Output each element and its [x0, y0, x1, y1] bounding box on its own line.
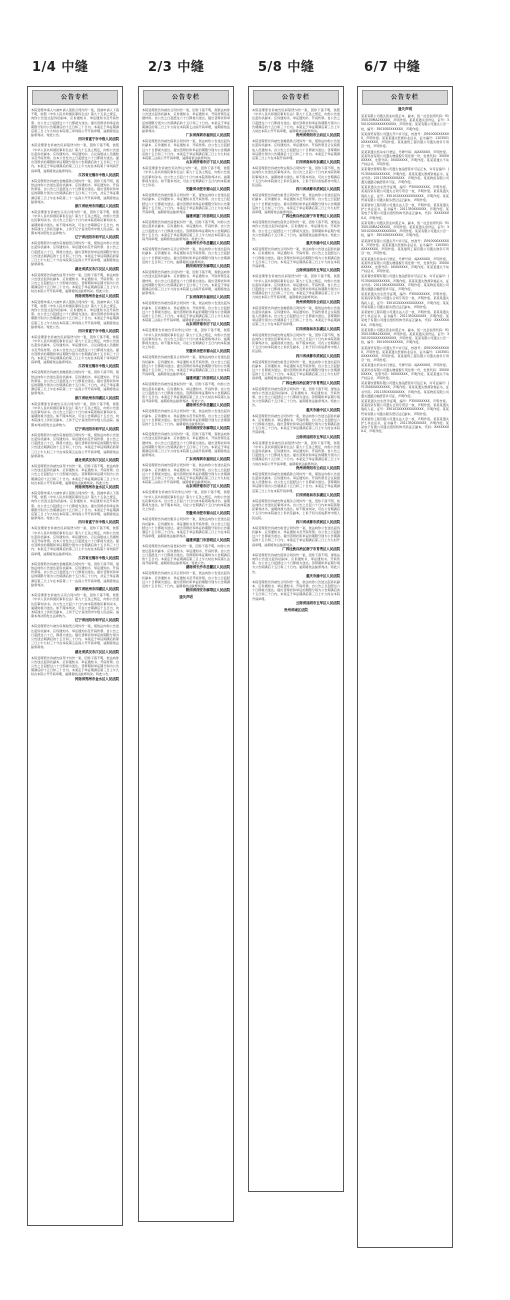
- notice-court-name: 江苏省无锡市中级人民法院: [78, 172, 119, 177]
- notice-body: 本院受理申请人与被申请人借款合同纠纷一案，因被申请人下落不明，依照《中华人民共和国民事诉讼法》第九十五条之规定，向你公告送达起诉状副本、应诉通知书、举证通知书及开庭传票。自公告之日起经过六十日即视为送达。提出答辩状和举证的期限分别为公告期满后的十五日和三十日内。本案定于举证期满后第三日上午九时在本院第三审判庭公开开庭审理，逾期将依法缺席判决。特此公告。: [31, 299, 119, 329]
- notice-body: 本院受理原告诉被告追偿权纠纷一案，因你下落不明，向你公告送达起诉状副本、应诉通知书、举证通知书、开庭传票。自公告之日起经过六十日即视为送达。答辩期和举证期均为公告期满后的十五日内。本案定于举证期满后第三日上午九时在本院第九法庭开庭审理，逾期将依法缺席判决。特此公告。: [142, 382, 230, 404]
- notice-body: 本院受理原告诉被告买卖合同纠纷一案，依法向你公告送达起诉状副本、应诉通知书、举证通知书及开庭传票。自公告之日起经过六十日即视为送达。提出答辩状和举证的期限分别为公告期满后的十五日和三十日内。逾期将依法缺席判决。: [142, 571, 230, 589]
- notice-court-name: 河南省郑州市金水区人民法院: [74, 485, 119, 490]
- notice-item: [28, 272, 122, 298]
- notice-body: 某某商贸有限公司遗失开户许可证，核准号：J3910000XXXXXX，声明作废。某某某遗失医师执业证书，证书编号：1103501XXXXXXXX，声明作废。某某建筑工程有限公司遗失财务专用章一枚，声明作废。: [361, 131, 449, 149]
- notice-body: 本院受理原告诉被告买卖合同纠纷一案，因你下落不明，依照《中华人民共和国民事诉讼法》第九十五条之规定，向你公告送达民事判决书。自公告之日起六十日内来本院领取民事判决书，逾期则视为送达。如不服本判决，可在公告期满后十五日内，向本院递交上诉状及副本，上诉于辽宁省沈阳市中级人民法院。逾期本判决即发生法律效力。: [31, 593, 119, 619]
- notice-court-name: 福建省厦门市思明区人民法院: [185, 376, 230, 381]
- notice-body: 本院受理原告诉被告服务合同纠纷一案，现依法向你公告送达起诉状副本、应诉通知书、举证通知书及开庭传票。自公告之日起经过六十日即视为送达。提出答辩状和举证的期限分别为公告期满后十五日和三十日内。本案定于举证期满后第三日上午在本院开庭审理，逾期将依法缺席判决。: [142, 193, 230, 215]
- notice-body: 本院受理原告诉被告买卖合同纠纷一案，依法向你公告送达起诉状副本、应诉通知书、举证通知书及开庭传票。自公告之日起经过六十日即视为送达。提出答辩状和举证的期限分别为公告期满后的十五日和三十日内。逾期将依法缺席判决。: [142, 409, 230, 426]
- notice-item: [358, 202, 452, 220]
- notice-item: [28, 525, 122, 559]
- notice-court-name: 江西省南昌市东湖区人民法院: [295, 492, 340, 497]
- notice-item: [28, 178, 122, 208]
- notice-court-name: 四川省成都市武侯区人民法院: [295, 519, 340, 524]
- notice-item: [28, 209, 122, 239]
- notice-body: 本院受理申请人与被申请人借款合同纠纷一案，因被申请人下落不明，依照《中华人民共和国民事诉讼法》第九十五条之规定，向你公告送达起诉状副本、应诉通知书、举证通知书及开庭传票。自公告之日起经过六十日即视为送达。提出答辩状和举证的期限分别为公告期满后的十五日和三十日内。本案定于举证期满后第三日上午九时在本院第三审判庭公开开庭审理，逾期将依法缺席判决。特此公告。: [31, 108, 119, 138]
- notice-body: 某某有限公司遗失营业执照正本、副本，统一社会信用代码：91350100MA2XXXXX，声明作废。某某某遗失身份证，证号：350102XXXXXXXXXXXX，声明作废。某某有限公司遗失公章一枚，编号：3501000XXXXXX，声明作废。: [361, 327, 449, 345]
- notice-item: [28, 592, 122, 622]
- notice-body: 本院受理原告诉被告民间借贷纠纷一案，因你下落不明，依照《中华人民共和国民事诉讼法》第九十五条之规定，向你公告送达起诉状副本、应诉通知书、举证通知书、合议庭组成人员通知书及开庭传票。自本公告发出之日起经过六十日即视为送达。提出答辩状的期限和举证期限分别为公告期满后的十五日和三十日内。本案定于举证期满后的第三日上午九时在本院第十审判庭开庭审理，逾期将依法缺席判决。: [31, 143, 119, 173]
- notice-item: [139, 462, 233, 488]
- notice-body: 本院受理原告诉被告借款合同纠纷一案，依法向你公告送达起诉状副本、应诉通知书、举证通知书、开庭传票。自公告之日起经过六十日即视为送达。提出答辩状和举证的期限分别为公告期满后的十五日和三十日内。本案定于举证期满后第三日上午九时在本院第三法庭公开开庭审理，逾期将依法缺席判决。: [142, 463, 230, 485]
- notice-item: [139, 192, 233, 218]
- notice-body: 本院受理原告诉被告合同纠纷一案，依法向你公告送达起诉状副本、应诉通知书、举证通知书、开庭传票。自公告之日起经过六十日即视为送达。提出答辩状和举证的期限分别为公告期满后的十五日和三十日内。本案定于举证期满后第三日上午九时在本院开庭审理。: [252, 579, 340, 601]
- column-subhead: 遗失声明: [397, 107, 413, 111]
- notice-court-name: 云南省昆明市五华区人民法院: [295, 600, 340, 605]
- notice-item: [358, 113, 452, 131]
- notice-court-name: 辽宁省沈阳市和平区人民法院: [74, 426, 119, 431]
- notice-body: 本院受理原告诉被告金融借款合同纠纷一案，因你下落不明，现依法向你公告送达起诉状副本、应诉通知书、举证通知书、开庭传票等。自公告之日起经过六十日即视为送达。提出答辩状和举证的期限分别为公告期满后的十五日和三十日内，并定于举证期满后第三日上午在本院第二十一法庭公开开庭审理，逾期将依法缺席判决。: [31, 370, 119, 396]
- notice-body: 本院受理原告诉被告物业服务合同纠纷一案，因你下落不明，依法向你公告送达民事判决书。自公告之日起六十日内来本院领取民事判决书，逾期则视为送达。如不服本判决，可在公告期满后十五日内向本院递交上诉状及副本，上诉于四川省成都市中级人民法院。: [252, 166, 340, 188]
- notice-item: [358, 238, 452, 256]
- column-title-4: 6/7 中缝: [364, 60, 421, 75]
- notice-court-name: 湖北省武汉市江汉区人民法院: [74, 649, 119, 654]
- column-header: 公告专栏: [143, 90, 229, 105]
- notice-item: [249, 579, 343, 605]
- notice-body: 本院受理原告诉被告信用卡纠纷一案，因你下落不明，依法向你公告送达起诉状副本、应诉通知书、举证通知书、开庭传票。自公告之日起经过六十日即视为送达。答辩期和举证期分别为公告期满后的十五日和三十日内。本案定于举证期满后第三日上午九时在本院公开开庭审理，逾期将依法缺席判决。特此公告。: [31, 655, 119, 677]
- notice-item: [249, 246, 343, 272]
- notice-body: 本院受理原告诉被告物业服务合同纠纷一案，因你下落不明，依法向你公告送达民事判决书。自公告之日起六十日内来本院领取民事判决书，逾期则视为送达。如不服本判决，可在公告期满后十五日内向本院递交上诉状及副本，上诉于四川省成都市中级人民法院。: [252, 498, 340, 520]
- notice-body: 某某某遗失出生医学证明，编号：P350XXXXXX，声明作废。某某投资有限公司遗失合同专用章一枚，声明作废。某某某遗失残疾人证，证号：350102XXXXXXXXXXXX，声明作废。某某贸易有限公司遗失税务登记证正副本，声明作废。: [361, 185, 449, 202]
- notice-body: 本院受理原告诉被告买卖合同纠纷一案，因你下落不明，依照《中华人民共和国民事诉讼法》第九十五条之规定，向你公告送达民事判决书。自公告之日起六十日内来本院领取民事判决书，逾期则视为送达。如不服本判决，可在公告期满后十五日内，向本院递交上诉状及副本，上诉于辽宁省沈阳市中级人民法院。逾期本判决即发生法律效力。: [31, 401, 119, 427]
- notice-item: [139, 570, 233, 592]
- notice-item: [358, 166, 452, 184]
- notice-item: [249, 440, 343, 470]
- notice-body: 本院受理原告诉被告服务合同纠纷一案，现依法向你公告送达起诉状副本、应诉通知书、举证通知书及开庭传票。自公告之日起经过六十日即视为送达。提出答辩状和举证的期限分别为公告期满后十五日和三十日内。本案定于举证期满后第三日上午在本院开庭审理，逾期将依法缺席判决。: [142, 517, 230, 539]
- column-title-3: 5/8 中缝: [258, 60, 315, 75]
- notice-court-name: 河南省郑州市金水区人民法院: [74, 293, 119, 298]
- notice-item: [358, 345, 452, 363]
- notice-body: 某某商贸有限公司遗失开户许可证，核准号：J3910000XXXXXX，声明作废。某某某遗失医师执业证书，证书编号：1103501XXXXXXXX，声明作废。某某建筑工程有限公司遗失财务专用章一枚，声明作废。: [361, 238, 449, 256]
- notice-body: 本院受理原告诉被告金融借款合同纠纷一案，现依法向你公告送达起诉状副本、应诉通知书、举证通知书、开庭传票及合议庭组成人员通知书。自公告之日起经过六十日即视为送达。答辩期和举证期分别为公告期满后十五日和三十日内。本案定于举证期满后第三日上午在本院开庭审理。: [252, 471, 340, 493]
- notice-item: [249, 413, 343, 439]
- notice-body: 本院受理原告诉被告租赁合同纠纷一案，依法向你公告送达起诉状副本、应诉通知书、举证通知书及开庭传票。自公告之日起经过六十日即视为送达。提出答辩状和举证的期限分别为公告期满后的十五日和三十日内。本案定于举证期满后第三日上午九时开庭审理，逾期将依法缺席判决。: [252, 525, 340, 547]
- notice-court-name: 福建省厦门市思明区人民法院: [185, 538, 230, 543]
- notice-item: [358, 220, 452, 238]
- notice-court-name: 山东省济南市历下区人民法院: [185, 484, 230, 489]
- notice-item: [28, 655, 122, 681]
- notice-court-name: 辽宁省沈阳市和平区人民法院: [74, 618, 119, 623]
- notice-item: [249, 192, 343, 218]
- notice-item: [358, 149, 452, 167]
- notice-body: 本院受理原告诉被告物业服务合同纠纷一案，因你下落不明，依法向你公告送达民事判决书。自公告之日起六十日内来本院领取民事判决书，逾期则视为送达。如不服本判决，可在公告期满后十五日内向本院递交上诉状及副本，上诉于四川省成都市中级人民法院。: [252, 332, 340, 354]
- notice-item: [139, 381, 233, 407]
- notice-court-name: 四川省成都市武侯区人民法院: [295, 353, 340, 358]
- notice-body: 本院受理原告诉被告民间借贷纠纷一案，因你下落不明，依照《中华人民共和国民事诉讼法》第九十五条之规定，向你公告送达起诉状副本、应诉通知书、举证通知书、开庭传票。自公告之日起经过六十日即视为送达。提出答辩状和举证的期限分别为公告期满后的十五日和三十日内。本案定于举证期满后第三日上午九时在本院公开开庭审理，逾期将依法缺席判决。: [252, 108, 340, 134]
- notice-item: [249, 552, 343, 578]
- notice-court-name: 江苏省无锡市中级人民法院: [78, 364, 119, 369]
- notice-body: 本院受理原告诉被告追偿权纠纷一案，因你下落不明，向你公告送达起诉状副本、应诉通知书、举证通知书、开庭传票。自公告之日起经过六十日即视为送达。答辩期和举证期均为公告期满后的十五日内。本案定于举证期满后第三日上午九时在本院第九法庭开庭审理，逾期将依法缺席判决。特此公告。: [142, 544, 230, 566]
- notice-court-name: 山东省济南市历下区人民法院: [185, 160, 230, 165]
- notice-body: 本院受理原告诉被告民间借贷纠纷一案，因你下落不明，依照《中华人民共和国民事诉讼法》第九十五条之规定，向你公告送达起诉状副本、应诉通知书、举证通知书、合议庭组成人员通知书及开庭传票。自本公告发出之日起经过六十日即视为送达。提出答辩状的期限和举证期限分别为公告期满后的十五日和三十日内。本案定于举证期满后的第三日上午九时在本院第十审判庭开庭审理，逾期将依法缺席判决。: [31, 526, 119, 556]
- notice-body: 本院受理原告诉被告金融借款合同纠纷一案，因你下落不明，现依法向你公告送达起诉状副本、应诉通知书、举证通知书、开庭传票等。自公告之日起经过六十日即视为送达。提出答辩状和举证的期限分别为公告期满后的十五日和三十日内，并定于举证期满后第三日上午在本院第二十一法庭公开开庭审理，逾期将依法缺席判决。: [31, 561, 119, 587]
- notice-court-name: 贵州省贵阳市云岩区人民法院: [295, 133, 340, 138]
- notice-body: 本院受理原告诉被告劳动争议纠纷一案，因你下落不明，依照《中华人民共和国民事诉讼法》第九十五条之规定，向你公告送达民事判决书。自公告之日起六十日内来本院领取判决书，逾期即视为送达。如不服本判决，可在公告期满后十五日内向本院递交上诉状。: [142, 166, 230, 188]
- notice-item: [139, 107, 233, 137]
- notice-court-name: 安徽省合肥市蜀山区人民法院: [185, 349, 230, 354]
- notice-item: [249, 471, 343, 497]
- notice-item: [28, 432, 122, 462]
- notice-body: 本院受理原告诉被告合同纠纷一案，因你下落不明，现依法向你公告送达起诉状副本、应诉通知书、举证通知书、开庭传票及证据材料。自公告之日起经过六十日即视为送达。提出答辩状和举证的期限分别为公告期满后的十五日和三十日内。本案定于举证期满后的第三日上午九时在本院第七法庭开庭审理，逾期将依法缺席判决。: [142, 270, 230, 296]
- notice-court-name: 陕西省西安市雁塔区人民法院: [185, 426, 230, 431]
- notice-item: [358, 256, 452, 274]
- notice-court-name: 湖南省长沙市岳麓区人民法院: [185, 241, 230, 246]
- notice-body: 本院受理原告诉被告服务合同纠纷一案，现依法向你公告送达起诉状副本、应诉通知书、举证通知书及开庭传票。自公告之日起经过六十日即视为送达。提出答辩状和举证的期限分别为公告期满后十五日和三十日内。本案定于举证期满后第三日上午在本院开庭审理，逾期将依法缺席判决。: [142, 355, 230, 377]
- notice-court-name: 湖南省长沙市岳麓区人民法院: [185, 403, 230, 408]
- notice-court-name: 陕西省西安市雁塔区人民法院: [185, 264, 230, 269]
- notice-body: 某某某遗失出生医学证明，编号：P350XXXXXX，声明作废。某某投资有限公司遗失合同专用章一枚，声明作废。某某某遗失残疾人证，证号：350102XXXXXXXXXXXX，声明作废。某某贸易有限公司遗失税务登记证正副本，声明作废。: [361, 399, 449, 416]
- notice-item: [139, 219, 233, 245]
- notice-body: 本院受理原告诉被告合同纠纷一案，因你下落不明，现依法向你公告送达起诉状副本、应诉通知书、举证通知书、开庭传票及证据材料。自公告之日起经过六十日即视为送达。提出答辩状和举证的期限分别为公告期满后的十五日和三十日内。本案定于举证期满后的第三日上午九时在本院第七法庭开庭审理，逾期将依法缺席判决。: [142, 432, 230, 458]
- notice-item: [358, 380, 452, 398]
- notice-item: [28, 561, 122, 591]
- notice-body: 本院受理原告诉被告借款合同纠纷一案，因你下落不明，现依法向你公告送达起诉状副本、应诉通知书、举证通知书、开庭传票。自公告之日起经过六十日即视为送达。答辩期和举证期分别为公告期满后十五日和三十日内。逾期将依法缺席判决。特此公告。: [252, 552, 340, 574]
- notice-body: 本院受理原告诉被告合同纠纷一案，依法向你公告送达起诉状副本、应诉通知书、举证通知书、开庭传票。自公告之日起经过六十日即视为送达。提出答辩状和举证的期限分别为公告期满后的十五日和三十日内。本案定于举证期满后第三日上午九时在本院开庭审理。: [252, 413, 340, 435]
- notice-court-name: 广西壮族自治区南宁市青秀区人民法院: [282, 380, 340, 385]
- notice-item: [358, 398, 452, 416]
- notice-item: [249, 332, 343, 358]
- notice-body: 本院受理原告诉被告借款合同纠纷一案，依法向你公告送达起诉状副本、应诉通知书、举证通知书、开庭传票。自公告之日起经过六十日即视为送达。提出答辩状和举证的期限分别为公告期满后的十五日和三十日内。本案定于举证期满后第三日上午九时在本院第三法庭公开开庭审理，逾期将依法缺席判决。: [142, 139, 230, 161]
- notice-body: 某某某遗失机动车行驶证，号牌号码：闽AXXXXX，声明作废。某某科技有限公司遗失增值税专用发票一份，发票代码：3500XXXXXX，发票号码：0XXXXXXX，声明作废。某某某遗失不动产权证书，声明作废。: [361, 363, 449, 380]
- notice-item: [358, 416, 452, 434]
- notice-court-name: 广东省深圳市福田区人民法院: [185, 457, 230, 462]
- notice-item: [28, 490, 122, 524]
- notice-court-name: 四川省遂宁市中级人民法院: [78, 137, 119, 142]
- notice-court-name: 云南省昆明市五华区人民法院: [295, 268, 340, 273]
- column-header: 公告专栏: [253, 90, 339, 105]
- notice-body: 本院受理原告诉被告租赁合同纠纷一案，依法向你公告送达起诉状副本、应诉通知书、举证通知书及开庭传票。自公告之日起经过六十日即视为送达。提出答辩状和举证的期限分别为公告期满后的十五日和三十日内。本案定于举证期满后第三日上午九时开庭审理，逾期将依法缺席判决。: [252, 193, 340, 215]
- notice-body: 本院受理原告诉被告买卖合同纠纷一案，依法向你公告送达起诉状副本、应诉通知书、举证通知书及开庭传票。自公告之日起经过六十日即视为送达。提出答辩状和举证的期限分别为公告期满后的十五日和三十日内。逾期将依法缺席判决。: [142, 247, 230, 264]
- notice-body: 本院受理原告诉被告民间借贷纠纷一案，因你下落不明，依照《中华人民共和国民事诉讼法》第九十五条之规定，向你公告送达起诉状副本、应诉通知书、举证通知书、开庭传票。自公告之日起经过六十日即视为送达。提出答辩状和举证的期限分别为公告期满后的十五日和三十日内。本案定于举证期满后第三日上午九时在本院公开开庭审理，逾期将依法缺席判决。: [252, 440, 340, 466]
- notice-item: [139, 431, 233, 461]
- notice-court-name: 广西壮族自治区南宁市青秀区人民法院: [282, 546, 340, 551]
- notice-item: [139, 246, 233, 268]
- notice-body: 本院受理原告诉被告追偿权纠纷一案，因你下落不明，向你公告送达起诉状副本、应诉通知书、举证通知书、开庭传票。自公告之日起经过六十日即视为送达。答辩期和举证期均为公告期满后的十五日内。本案定于举证期满后第三日上午九时在本院第九法庭开庭审理，逾期将依法缺席判决。特此公告。: [142, 220, 230, 242]
- column-2: [138, 86, 234, 1222]
- notice-body: 本院受理原告诉被告合同纠纷一案，因你下落不明，现依法向你公告送达起诉状副本、应诉通知书、举证通知书、开庭传票及证据材料。自公告之日起经过六十日即视为送达。提出答辩状和举证的期限分别为公告期满后的十五日和三十日内。本案定于举证期满后的第三日上午九时在本院第七法庭开庭审理，逾期将依法缺席判决。: [142, 108, 230, 134]
- notice-body: 某某餐饮管理有限公司遗失食品经营许可证正本，许可证编号：JY1350XXXXXXXXX，声明作废。某某某遗失教师资格证书，证书号码：2011350XXXXXXXX，声明作废。某某物流有限公司遗失道路运输经营许可证，声明作废。: [361, 167, 449, 185]
- notice-item: [28, 334, 122, 368]
- notice-item: [28, 401, 122, 431]
- notice-court-name: 浙江省杭州市西湖区人民法院: [74, 395, 119, 400]
- notice-body: 本院受理原告诉被告民间借贷纠纷一案，因你下落不明，依照《中华人民共和国民事诉讼法》第九十五条之规定，向你公告送达起诉状副本、应诉通知书、举证通知书、开庭传票。自公告之日起经过六十日即视为送达。提出答辩状和举证的期限分别为公告期满后的十五日和三十日内。本案定于举证期满后第三日上午九时在本院公开开庭审理，逾期将依法缺席判决。: [252, 274, 340, 300]
- column-4: [357, 86, 453, 1248]
- notice-body: 本院受理申请人与被申请人借款合同纠纷一案，因被申请人下落不明，依照《中华人民共和国民事诉讼法》第九十五条之规定，向你公告送达起诉状副本、应诉通知书、举证通知书及开庭传票。自公告之日起经过六十日即视为送达。提出答辩状和举证的期限分别为公告期满后的十五日和三十日内。本案定于举证期满后第三日上午九时在本院第三审判庭公开开庭审理，逾期将依法缺席判决。特此公告。: [31, 491, 119, 521]
- notice-court-name: 四川省遂宁市中级人民法院: [78, 520, 119, 525]
- notice-item: [249, 219, 343, 245]
- notice-court-name: 云南省昆明市五华区人民法院: [295, 434, 340, 439]
- notice-court-name: 辽宁省沈阳市和平区人民法院: [74, 235, 119, 240]
- notice-body: 某某餐饮管理有限公司遗失食品经营许可证正本，许可证编号：JY1350XXXXXXXXX，声明作废。某某某遗失教师资格证书，证书号码：2011350XXXXXXXX，声明作废。某某物流有限公司遗失道路运输经营许可证，声明作废。: [361, 274, 449, 291]
- notice-court-name: 广东省深圳市福田区人民法院: [185, 133, 230, 138]
- notice-item: [249, 359, 343, 385]
- notice-body: 本院受理原告诉被告借款合同纠纷一案，因你下落不明，现依法向你公告送达起诉状副本、应诉通知书、举证通知书、开庭传票。自公告之日起经过六十日即视为送达。答辩期和举证期分别为公告期满后十五日和三十日内。逾期将依法缺席判决。特此公告。: [252, 386, 340, 408]
- notice-item: [139, 516, 233, 542]
- notice-court-name: 湖北省武汉市江汉区人民法院: [74, 458, 119, 463]
- column-body: [28, 107, 122, 681]
- notice-body: 某某装饰工程有限公司遗失法人章一枚，声明作废。某某某遗失护士执业证书，证书编号：2011350XXXXXX，声明作废。某某电子有限公司遗失组织机构代码证正副本，代码：XXXXXXXX-X，声明作废。: [361, 309, 449, 327]
- notice-body: 本院受理原告诉被告信用卡纠纷一案，因你下落不明，依法向你公告送达起诉状副本、应诉通知书、举证通知书、开庭传票。自公告之日起经过六十日即视为送达。答辩期和举证期分别为公告期满后的十五日和三十日内。本案定于举证期满后第三日上午九时在本院公开开庭审理，逾期将依法缺席判决。特此公告。: [31, 464, 119, 485]
- notice-body: 本院受理原告诉被告金融借款合同纠纷一案，因你下落不明，现依法向你公告送达起诉状副本、应诉通知书、举证通知书、开庭传票等。自公告之日起经过六十日即视为送达。提出答辩状和举证的期限分别为公告期满后的十五日和三十日内，并定于举证期满后第三日上午在本院第二十一法庭公开开庭审理，逾期将依法缺席判决。: [31, 178, 119, 204]
- notice-court-name: 湖北省武汉市江汉区人民法院: [74, 266, 119, 271]
- notice-item: [28, 463, 122, 489]
- notice-item: [249, 305, 343, 331]
- notice-body: 本院受理原告诉被告民间借贷纠纷一案，因你下落不明，依照《中华人民共和国民事诉讼法》第九十五条之规定，向你公告送达起诉状副本、应诉通知书、举证通知书、合议庭组成人员通知书及开庭传票。自本公告发出之日起经过六十日即视为送达。提出答辩状的期限和举证期限分别为公告期满后的十五日和三十日内。本案定于举证期满后的第三日上午九时在本院第十审判庭开庭审理，逾期将依法缺席判决。: [31, 334, 119, 365]
- notice-court-name: 福建省厦门市思明区人民法院: [185, 214, 230, 219]
- notice-body: 本院受理原告与被告房屋租赁合同纠纷一案，现依法向你公告送达起诉状副本、应诉通知书、举证通知书及开庭传票。自公告之日起经过六十日，即视为送达。提出答辩状和举证的期限分别为公告送达期满后的十五日和三十日内。本案定于举证期满后的第三日上午九时三十分在本院第五法庭公开开庭审理，逾期将依法缺席裁判。: [31, 432, 119, 458]
- notice-court-name: 四川省遂宁市中级人民法院: [78, 328, 119, 333]
- notice-court-name: 江苏省无锡市中级人民法院: [78, 555, 119, 560]
- notice-item: [28, 299, 122, 333]
- notice-court-name: 重庆市渝中区人民法院: [306, 573, 340, 578]
- notice-item: [358, 273, 452, 291]
- column-header: 公告专栏: [32, 90, 118, 105]
- notice-body: 本院受理原告诉被告买卖合同纠纷一案，因你下落不明，依照《中华人民共和国民事诉讼法》第九十五条之规定，向你公告送达民事判决书。自公告之日起六十日内来本院领取民事判决书，逾期则视为送达。如不服本判决，可在公告期满后十五日内，向本院递交上诉状及副本，上诉于辽宁省沈阳市中级人民法院。逾期本判决即发生法律效力。: [31, 210, 119, 236]
- notice-item: [139, 300, 233, 326]
- notice-court-name: 安徽省合肥市蜀山区人民法院: [185, 511, 230, 516]
- notice-body: 某某某遗失机动车行驶证，号牌号码：闽AXXXXX，声明作废。某某科技有限公司遗失增值税专用发票一份，发票代码：3500XXXXXX，发票号码：0XXXXXXX，声明作废。某某某遗失不动产权证书，声明作废。: [361, 256, 449, 274]
- notice-item: [249, 498, 343, 524]
- notice-body: 本院受理原告与被告房屋租赁合同纠纷一案，现依法向你公告送达起诉状副本、应诉通知书、举证通知书及开庭传票。自公告之日起经过六十日，即视为送达。提出答辩状和举证的期限分别为公告送达期满后的十五日和三十日内。本案定于举证期满后的第三日上午九时三十分在本院第五法庭公开开庭审理，逾期将依法缺席裁判。: [31, 624, 119, 650]
- notice-court-name: 河南省郑州市金水区人民法院: [74, 676, 119, 681]
- notice-item: [139, 408, 233, 430]
- column-3: [248, 86, 344, 1192]
- notice-body: 某某某遗失出生医学证明，编号：P350XXXXXX，声明作废。某某投资有限公司遗失合同专用章一枚，声明作废。某某某遗失残疾人证，证号：350102XXXXXXXXXXXX，声明作废。某某贸易有限公司遗失税务登记证正副本，声明作废。: [361, 292, 449, 309]
- notice-item: [358, 291, 452, 309]
- notice-item: [249, 138, 343, 164]
- notice-item: [358, 327, 452, 345]
- notice-court-name: 重庆市渝中区人民法院: [306, 407, 340, 412]
- notice-item: [28, 369, 122, 399]
- notice-body: 本院受理原告与被告房屋租赁合同纠纷一案，现依法向你公告送达起诉状副本、应诉通知书、举证通知书及开庭传票。自公告之日起经过六十日，即视为送达。提出答辩状和举证的期限分别为公告送达期满后的十五日和三十日内。本案定于举证期满后的第三日上午九时三十分在本院第五法庭公开开庭审理，逾期将依法缺席裁判。: [31, 241, 119, 267]
- notice-court-name: 贵州省贵阳市云岩区人民法院: [295, 299, 340, 304]
- notice-item: [249, 273, 343, 303]
- column-title-1: 1/4 中缝: [32, 60, 89, 75]
- notice-court-name: 广西壮族自治区南宁市青秀区人民法院: [282, 214, 340, 219]
- column-footer-label: 贵州省城区法院: [284, 607, 308, 612]
- notice-item: [249, 165, 343, 191]
- column-header: 公告专栏: [362, 90, 448, 105]
- notice-body: 某某餐饮管理有限公司遗失食品经营许可证正本，许可证编号：JY1350XXXXXXXXX，声明作废。某某某遗失教师资格证书，证书号码：2011350XXXXXXXX，声明作废。某某物流有限公司遗失道路运输经营许可证，声明作废。: [361, 381, 449, 398]
- notice-item: [249, 525, 343, 551]
- notice-court-name: 陕西省西安市雁塔区人民法院: [185, 588, 230, 593]
- notice-body: 本院受理原告诉被告劳动争议纠纷一案，因你下落不明，依照《中华人民共和国民事诉讼法》第九十五条之规定，向你公告送达民事判决书。自公告之日起六十日内来本院领取判决书，逾期即视为送达。如不服本判决，可在公告期满后十五日内向本院递交上诉状。: [142, 490, 230, 512]
- notice-court-name: 广东省深圳市福田区人民法院: [185, 295, 230, 300]
- notice-court-name: 江西省南昌市东湖区人民法院: [295, 326, 340, 331]
- notice-court-name: 浙江省杭州市西湖区人民法院: [74, 587, 119, 592]
- notice-item: [358, 131, 452, 149]
- notice-court-name: 贵州省贵阳市云岩区人民法院: [295, 465, 340, 470]
- column-footer-label: 遗失声明: [179, 595, 193, 600]
- notice-item: [28, 240, 122, 270]
- notice-item: [139, 327, 233, 353]
- notice-court-name: 安徽省合肥市蜀山区人民法院: [185, 187, 230, 192]
- notice-body: 本院受理原告诉被告合同纠纷一案，依法向你公告送达起诉状副本、应诉通知书、举证通知书、开庭传票。自公告之日起经过六十日即视为送达。提出答辩状和举证的期限分别为公告期满后的十五日和三十日内。本案定于举证期满后第三日上午九时在本院开庭审理。: [252, 247, 340, 269]
- notice-body: 本院受理原告诉被告借款合同纠纷一案，依法向你公告送达起诉状副本、应诉通知书、举证通知书、开庭传票。自公告之日起经过六十日即视为送达。提出答辩状和举证的期限分别为公告期满后的十五日和三十日内。本案定于举证期满后第三日上午九时在本院第三法庭公开开庭审理，逾期将依法缺席判决。: [142, 301, 230, 323]
- notice-item: [139, 543, 233, 569]
- notice-body: 某某有限公司遗失营业执照正本、副本，统一社会信用代码：91350100MA2XXXXX，声明作废。某某某遗失身份证，证号：350102XXXXXXXXXXXX，声明作废。某某有限公司遗失公章一枚，编号：3501000XXXXXX，声明作废。: [361, 114, 449, 131]
- notice-item: [28, 623, 122, 653]
- notice-item: [28, 142, 122, 176]
- notice-item: [28, 107, 122, 141]
- notice-court-name: 重庆市渝中区人民法院: [306, 241, 340, 246]
- notice-body: 某某商贸有限公司遗失开户许可证，核准号：J3910000XXXXXX，声明作废。某某某遗失医师执业证书，证书编号：1103501XXXXXXXX，声明作废。某某建筑工程有限公司遗失财务专用章一枚，声明作废。: [361, 345, 449, 363]
- notice-item: [139, 269, 233, 299]
- notice-court-name: 山东省济南市历下区人民法院: [185, 322, 230, 327]
- notice-body: 本院受理原告诉被告金融借款合同纠纷一案，现依法向你公告送达起诉状副本、应诉通知书、举证通知书、开庭传票及合议庭组成人员通知书。自公告之日起经过六十日即视为送达。答辩期和举证期分别为公告期满后十五日和三十日内。本案定于举证期满后第三日上午在本院开庭审理。: [252, 139, 340, 161]
- notice-court-name: 四川省成都市武侯区人民法院: [295, 187, 340, 192]
- notice-item: [139, 489, 233, 515]
- notice-item: [249, 386, 343, 412]
- notice-body: 本院受理原告诉被告租赁合同纠纷一案，依法向你公告送达起诉状副本、应诉通知书、举证通知书及开庭传票。自公告之日起经过六十日即视为送达。提出答辩状和举证的期限分别为公告期满后的十五日和三十日内。本案定于举证期满后第三日上午九时开庭审理，逾期将依法缺席判决。: [252, 359, 340, 381]
- column-body: [249, 107, 343, 605]
- notice-body: 本院受理原告诉被告金融借款合同纠纷一案，现依法向你公告送达起诉状副本、应诉通知书、举证通知书、开庭传票及合议庭组成人员通知书。自公告之日起经过六十日即视为送达。答辩期和举证期分别为公告期满后十五日和三十日内。本案定于举证期满后第三日上午在本院开庭审理。: [252, 305, 340, 327]
- notice-item: [139, 138, 233, 164]
- notice-item: [358, 309, 452, 327]
- notice-court-name: 湖南省长沙市岳麓区人民法院: [185, 565, 230, 570]
- notice-item: [249, 107, 343, 137]
- notice-item: [358, 362, 452, 380]
- notice-body: 某某某遗失机动车行驶证，号牌号码：闽AXXXXX，声明作废。某某科技有限公司遗失增值税专用发票一份，发票代码：3500XXXXXX，发票号码：0XXXXXXX，声明作废。某某某遗失不动产权证书，声明作废。: [361, 149, 449, 167]
- notice-body: 本院受理原告诉被告劳动争议纠纷一案，因你下落不明，依照《中华人民共和国民事诉讼法》第九十五条之规定，向你公告送达民事判决书。自公告之日起六十日内来本院领取判决书，逾期即视为送达。如不服本判决，可在公告期满后十五日内向本院递交上诉状。: [142, 328, 230, 350]
- notice-item: [139, 165, 233, 191]
- notice-item: [139, 354, 233, 380]
- notice-body: 某某装饰工程有限公司遗失法人章一枚，声明作废。某某某遗失护士执业证书，证书编号：2011350XXXXXX，声明作废。某某电子有限公司遗失组织机构代码证正副本，代码：XXXXXXXX-X，声明作废。: [361, 416, 449, 434]
- column-body: [358, 113, 452, 434]
- notice-court-name: 浙江省杭州市西湖区人民法院: [74, 204, 119, 209]
- notice-body: 某某有限公司遗失营业执照正本、副本，统一社会信用代码：91350100MA2XXXXX，声明作废。某某某遗失身份证，证号：350102XXXXXXXXXXXX，声明作废。某某有限公司遗失公章一枚，编号：3501000XXXXXX，声明作废。: [361, 220, 449, 238]
- notice-body: 某某装饰工程有限公司遗失法人章一枚，声明作废。某某某遗失护士执业证书，证书编号：2011350XXXXXX，声明作废。某某电子有限公司遗失组织机构代码证正副本，代码：XXXXXXXX-X，声明作废。: [361, 203, 449, 220]
- column-1: [27, 86, 123, 1226]
- column-body: [139, 107, 233, 592]
- column-title-2: 2/3 中缝: [148, 60, 205, 75]
- notice-body: 本院受理原告诉被告信用卡纠纷一案，因你下落不明，依法向你公告送达起诉状副本、应诉通知书、举证通知书、开庭传票。自公告之日起经过六十日即视为送达。答辩期和举证期分别为公告期满后的十五日和三十日内。本案定于举证期满后第三日上午九时在本院公开开庭审理，逾期将依法缺席判决。特此公告。: [31, 272, 119, 294]
- notice-item: [358, 184, 452, 202]
- notice-court-name: 江西省南昌市东湖区人民法院: [295, 160, 340, 165]
- notice-body: 本院受理原告诉被告借款合同纠纷一案，因你下落不明，现依法向你公告送达起诉状副本、应诉通知书、举证通知书、开庭传票。自公告之日起经过六十日即视为送达。答辩期和举证期分别为公告期满后十五日和三十日内。逾期将依法缺席判决。特此公告。: [252, 220, 340, 242]
